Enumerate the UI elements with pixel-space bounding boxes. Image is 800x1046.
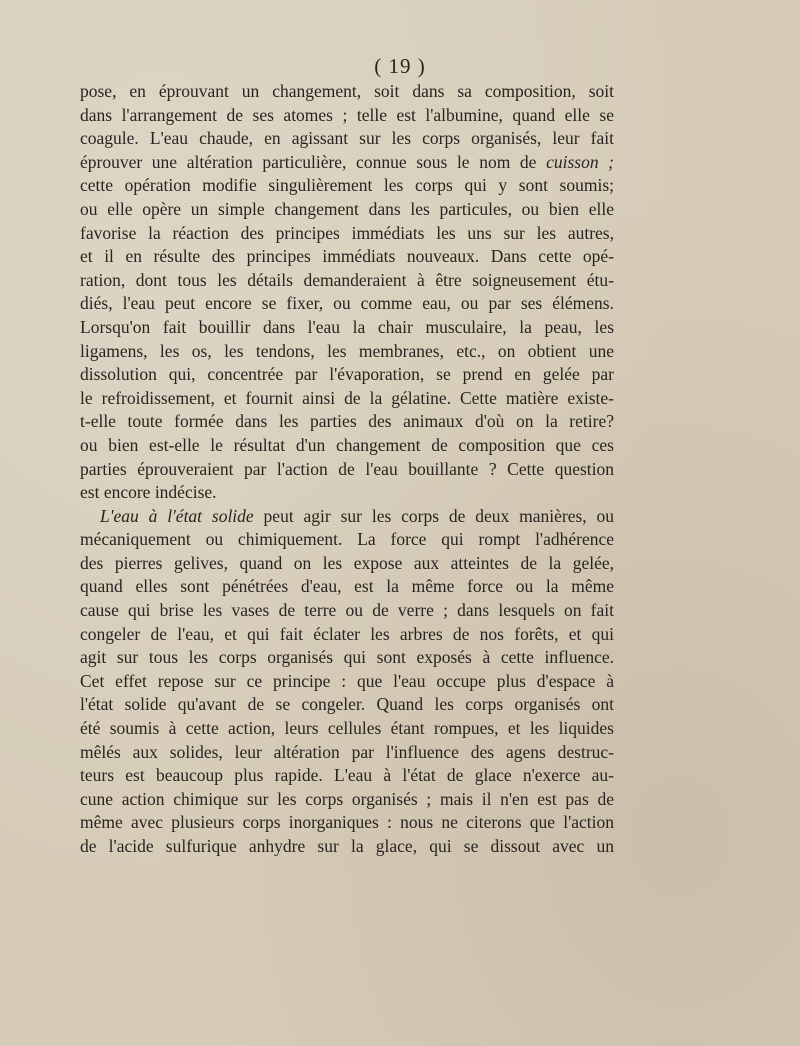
- text-line: [80, 505, 614, 529]
- text-line: coagule. L'eau chaude, en agissant sur les corps organisés, leur fait: [80, 128, 614, 149]
- text-line: t-elle toute formée dans les parties des animaux d'où on la retire?: [80, 411, 614, 432]
- text-line: même avec plusieurs corps inorganiques : nous ne citerons que l'action: [80, 812, 614, 833]
- text-line: l'état solide qu'avant de se congeler. Quand les corps organisés ont: [80, 694, 614, 715]
- text-line: parties éprouveraient par l'action de l'eau bouillante ? Cette question: [80, 458, 614, 479]
- text-line: agit sur tous les corps organisés qui sont exposés à cette influence.: [80, 647, 614, 668]
- text-line: des pierres gelives, quand on les expose aux atteintes de la gelée,: [80, 552, 614, 573]
- italic-term: cuisson ;: [546, 151, 615, 172]
- text-line: mécaniquement ou chimiquement. La force qui rompt l'adhérence: [80, 529, 614, 550]
- body-text: [80, 80, 614, 859]
- text-line: cune action chimique sur les corps organisés ; mais il n'en est pas de: [80, 788, 614, 809]
- text-line: cause qui brise les vases de terre ou de verre ; dans lesquels on fait: [80, 600, 614, 621]
- text-line: favorise la réaction des principes immédiats les uns sur les autres,: [80, 222, 614, 243]
- text-line: et il en résulte des principes immédiats nouveaux. Dans cette opé-: [80, 246, 614, 267]
- text-line: [80, 151, 614, 175]
- text-line: Lorsqu'on fait bouillir dans l'eau la chair musculaire, la peau, les: [80, 316, 614, 337]
- text-line: est encore indécise.: [80, 482, 217, 503]
- text-line: ligamens, les os, les tendons, les membranes, etc., on obtient une: [80, 340, 614, 361]
- text-line: le refroidissement, et fournit ainsi de la gélatine. Cette matière existe-: [80, 387, 614, 408]
- text-line: été soumis à cette action, leurs cellules étant rompues, et les liquides: [80, 718, 614, 739]
- italic-term: L'eau à l'état solide: [100, 505, 254, 526]
- text-line: ou bien est-elle le résultat d'un changement de composition que ces: [80, 434, 614, 455]
- text-line: dissolution qui, concentrée par l'évaporation, se prend en gelée par: [80, 364, 614, 385]
- text-line: ration, dont tous les détails demanderaient à être soigneusement étu-: [80, 269, 614, 290]
- text-line: mêlés aux solides, leur altération par l'influence des agens destruc-: [80, 741, 614, 762]
- text-segment: peut agir sur les corps de deux manières, ou: [253, 505, 614, 526]
- text-line: congeler de l'eau, et qui fait éclater les arbres de nos forêts, et qui: [80, 623, 614, 644]
- page-number: ( 19 ): [374, 54, 426, 78]
- text-line: dans l'arrangement de ses atomes ; telle est l'albumine, quand elle se: [80, 104, 614, 125]
- text-line: ou elle opère un simple changement dans les particules, ou bien elle: [80, 198, 614, 219]
- text-line: diés, l'eau peut encore se fixer, ou comme eau, ou par ses élémens.: [80, 293, 614, 314]
- text-line: de l'acide sulfurique anhydre sur la glace, qui se dissout avec un: [80, 836, 614, 856]
- text-line: Cet effet repose sur ce principe : que l'eau occupe plus d'espace à: [80, 670, 614, 691]
- text-line: pose, en éprouvant un changement, soit dans sa composition, soit: [80, 81, 614, 101]
- text-segment: éprouver une altération particulière, connue sous le nom de: [80, 151, 547, 172]
- text-line: cette opération modifie singulièrement les corps qui y sont soumis;: [80, 175, 614, 196]
- text-line: teurs est beaucoup plus rapide. L'eau à l'état de glace n'exerce au-: [80, 765, 614, 786]
- text-line: quand elles sont pénétrées d'eau, est la même force ou la même: [80, 576, 614, 597]
